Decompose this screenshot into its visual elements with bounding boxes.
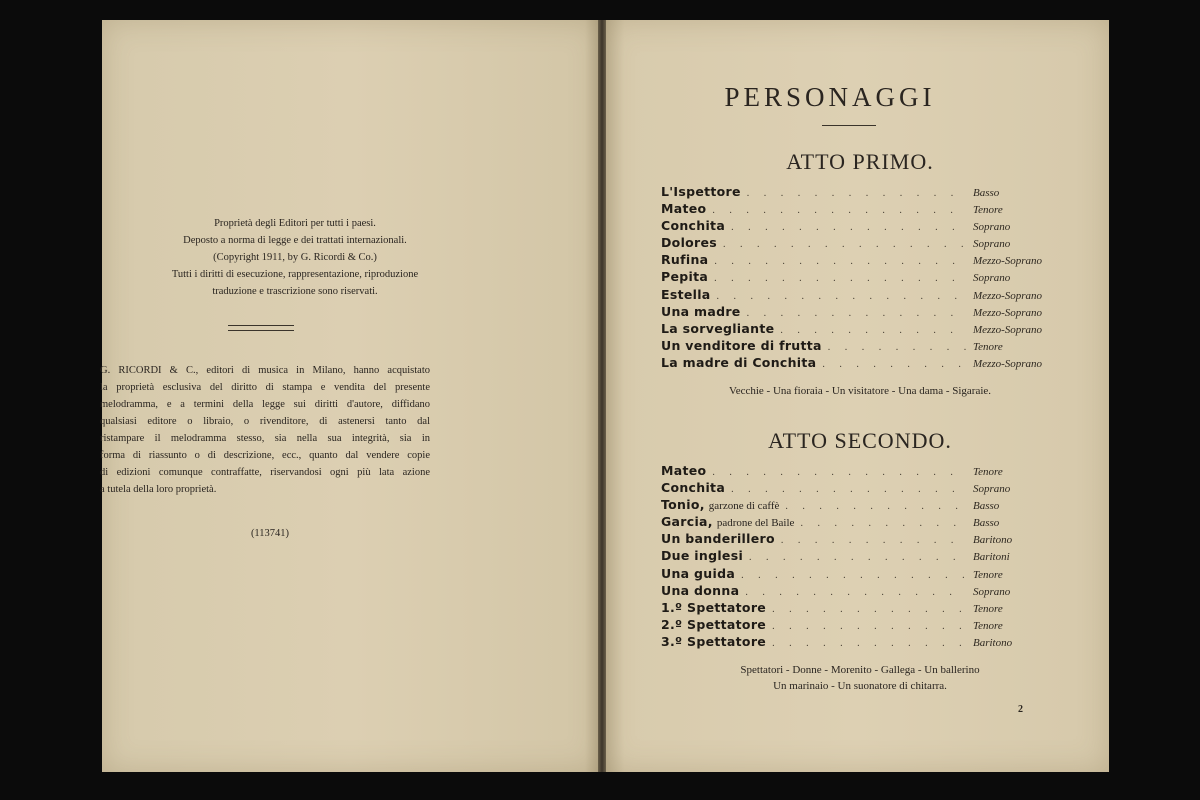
dot-leader <box>723 239 967 250</box>
character-name: 2.º Spettatore <box>661 616 767 632</box>
voice-type: Tenore <box>973 466 1003 478</box>
dot-leader <box>772 621 967 632</box>
character-name: 3.º Spettatore <box>661 633 767 649</box>
dot-leader <box>717 291 967 302</box>
cast-row <box>661 566 1061 583</box>
publisher-line: G. RICORDI & C., editori di musica in Milano, hanno acquistato <box>100 365 430 376</box>
character-name: Conchita <box>661 218 726 234</box>
cast-row <box>661 355 1061 372</box>
dot-leader <box>747 308 967 319</box>
publisher-line: a tutela della loro proprietà. <box>100 484 217 495</box>
voice-type: Mezzo-Soprano <box>973 323 1043 336</box>
publisher-line: la proprietà esclusiva del diritto di stampa e vendita del presente <box>100 382 430 393</box>
character-name: Una donna <box>661 582 740 598</box>
character-name: Una madre <box>661 303 741 319</box>
dot-leader <box>749 552 967 563</box>
dot-leader <box>828 342 967 353</box>
act-heading-primo: ATTO PRIMO. <box>786 149 934 174</box>
voice-type: Baritoni <box>973 551 1010 564</box>
dot-leader <box>772 604 967 615</box>
character-name: L'Ispettore <box>661 184 741 199</box>
chorus-list-act1: Vecchie - Una fioraia - Un visitatore - Una dama - Sigaraie. <box>728 385 992 397</box>
character-name: Estella <box>661 286 711 302</box>
cast-row <box>661 184 1061 201</box>
character-name: Una guida <box>661 565 736 581</box>
double-rule-divider <box>228 325 294 331</box>
cast-row <box>661 269 1061 286</box>
cast-row <box>661 617 1061 634</box>
copyright-line: traduzione e trascrizione sono riservati. <box>212 286 378 297</box>
chorus-list-act2 <box>620 662 1100 694</box>
dot-leader <box>800 518 967 529</box>
dot-leader <box>780 325 967 336</box>
voice-type: Tenore <box>973 602 1003 615</box>
voice-type: Tenore <box>973 568 1003 581</box>
voice-type: Mezzo-Soprano <box>973 255 1043 268</box>
cast-row <box>661 531 1061 548</box>
character-name: Un banderillero <box>661 531 775 547</box>
publisher-line: melodramma, e a termini della legge sui diritti d'autore, diffidano <box>100 399 430 410</box>
publisher-line: ristampare il melodramma stesso, sia nella sua integrità, sia in <box>100 433 430 444</box>
voice-type: Mezzo-Soprano <box>973 289 1043 302</box>
dot-leader <box>772 638 967 649</box>
voice-type: Baritono <box>973 534 1013 547</box>
voice-type: Basso <box>973 517 1000 530</box>
publisher-line: forma di riassunto o di descrizione, ecc., quanto dal vendere copie <box>100 450 430 461</box>
dot-leader <box>714 273 967 284</box>
character-name: Tonio, <box>661 497 705 513</box>
cast-row <box>661 514 1061 531</box>
cast-list-act2 <box>661 463 1061 651</box>
voice-type: Tenore <box>973 619 1003 632</box>
dot-leader <box>747 188 967 199</box>
voice-type: Mezzo-Soprano <box>973 357 1043 370</box>
copyright-notice <box>145 215 445 300</box>
voice-type: Baritono <box>973 636 1013 649</box>
character-name: Mateo <box>661 463 707 478</box>
character-name: Due inglesi <box>661 548 744 564</box>
character-name: Rufina <box>661 252 709 268</box>
character-name: Pepita <box>661 269 709 285</box>
cast-row <box>661 287 1061 304</box>
character-description: padrone del Baile <box>716 517 795 530</box>
chorus-line: Un marinaio - Un suonatore di chitarra. <box>773 680 947 692</box>
catalog-number: (113741) <box>250 528 290 539</box>
voice-type: Mezzo-Soprano <box>973 306 1043 319</box>
dot-leader <box>712 467 967 478</box>
voice-type: Basso <box>973 500 1000 513</box>
act-heading-secondo: ATTO SECONDO. <box>768 428 952 453</box>
voice-type: Soprano <box>973 221 1011 234</box>
dot-leader <box>731 222 967 233</box>
cast-row <box>661 548 1061 565</box>
dot-leader <box>822 359 967 370</box>
voice-type: Tenore <box>973 340 1003 353</box>
cast-row <box>661 338 1061 355</box>
cast-row <box>661 252 1061 269</box>
character-name: Garcia, <box>661 514 713 530</box>
cast-row <box>661 201 1061 218</box>
publisher-notice <box>100 362 430 498</box>
dot-leader <box>745 587 967 598</box>
character-name: Dolores <box>661 235 718 251</box>
copyright-line: Tutti i diritti di esecuzione, rappresentazione, riproduzione <box>171 269 419 280</box>
copyright-line: (Copyright 1911, by G. Ricordi & Co.) <box>213 252 377 263</box>
character-name: Conchita <box>661 480 726 496</box>
cast-row <box>661 321 1061 338</box>
character-name: 1.º Spettatore <box>661 599 767 615</box>
voice-type: Soprano <box>973 238 1011 251</box>
book-spine <box>598 20 606 772</box>
publisher-line: di edizioni comunque contraffatte, riservandosi ogni più lata azione <box>100 467 430 478</box>
voice-type: Tenore <box>973 204 1003 217</box>
cast-row <box>661 463 1061 480</box>
voice-type: Soprano <box>973 272 1011 285</box>
cast-row <box>661 304 1061 321</box>
character-name: Un venditore di frutta <box>661 337 822 353</box>
chorus-line: Spettatori - Donne - Morenito - Gallega - Un ballerino <box>740 664 980 676</box>
voice-type: Soprano <box>973 483 1011 496</box>
cast-row <box>661 583 1061 600</box>
dot-leader <box>712 205 967 216</box>
voice-type: Basso <box>973 187 1000 199</box>
publisher-line: qualsiasi editore o libraio, o rivenditore, di astenersi tanto dal <box>100 416 430 427</box>
title-rule <box>822 125 876 126</box>
character-name: Mateo <box>661 201 707 217</box>
voice-type: Soprano <box>973 585 1011 598</box>
dot-leader <box>785 501 967 512</box>
cast-row <box>661 480 1061 497</box>
cast-row <box>661 600 1061 617</box>
dot-leader <box>731 484 967 495</box>
character-name: La madre di Conchita <box>661 354 817 370</box>
dot-leader <box>741 570 967 581</box>
character-name: La sorvegliante <box>661 320 775 336</box>
cast-row <box>661 218 1061 235</box>
page-title: PERSONAGGI <box>724 82 936 112</box>
page-number: 2 <box>1018 704 1023 715</box>
character-description: garzone di caffè <box>708 500 780 513</box>
cast-list-act1 <box>661 184 1061 372</box>
dot-leader <box>714 256 967 267</box>
copyright-line: Proprietà degli Editori per tutti i paesi. <box>214 218 376 229</box>
cast-row <box>661 497 1061 514</box>
cast-row <box>661 634 1061 651</box>
copyright-line: Deposto a norma di legge e dei trattati internazionali. <box>183 235 407 246</box>
dot-leader <box>781 535 967 546</box>
cast-row <box>661 235 1061 252</box>
